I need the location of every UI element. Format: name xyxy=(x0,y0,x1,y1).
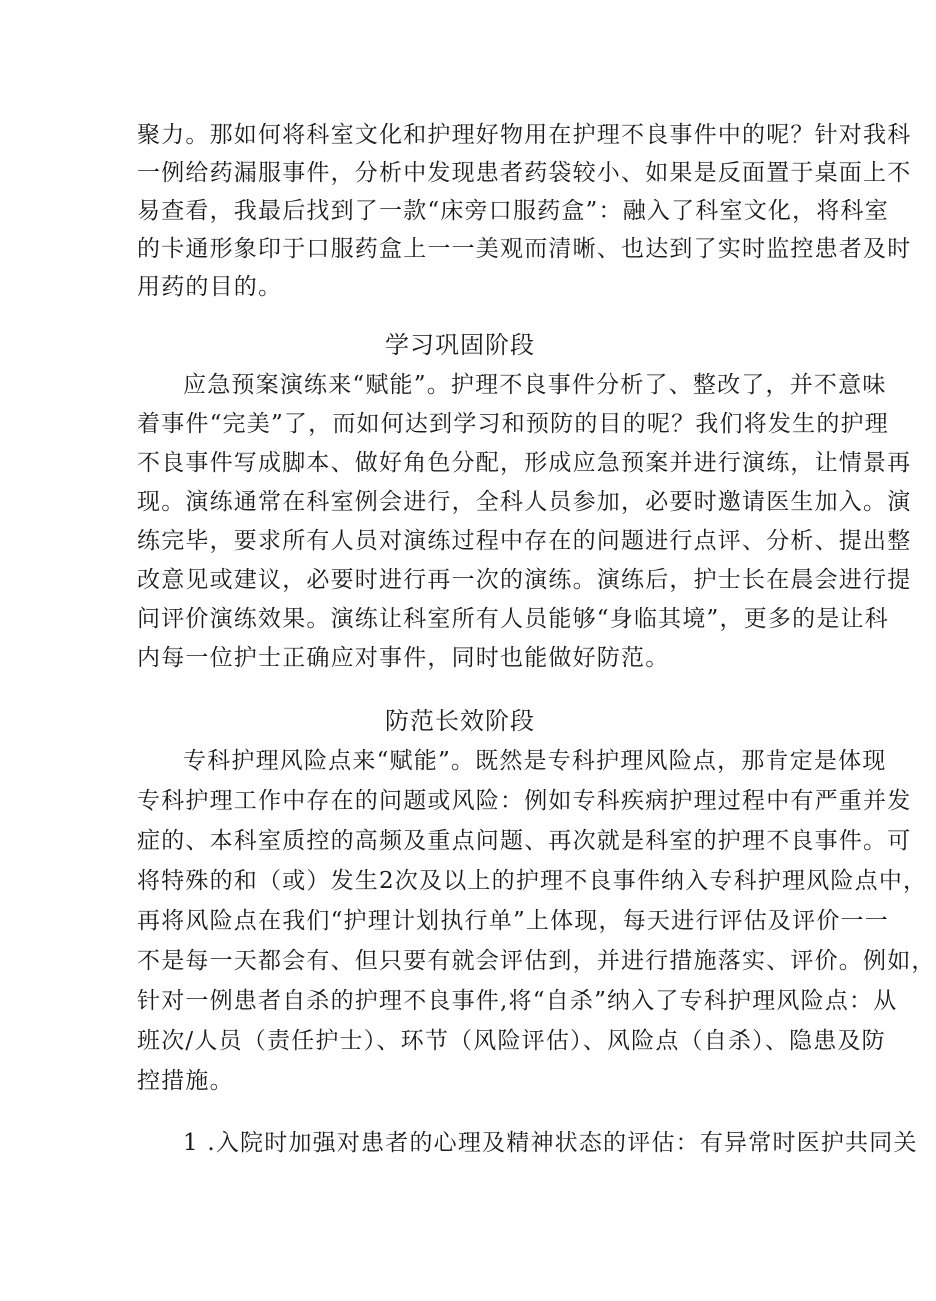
paragraph-line: 聚力。那如何将科室文化和护理好物用在护理不良事件中的呢？针对我科 xyxy=(137,122,912,148)
paragraph-line: 练完毕，要求所有人员对演练过程中存在的问题进行点评、分析、提出整 xyxy=(137,528,912,554)
paragraph-line: 现。演练通常在科室例会进行，全科人员参加，必要时邀请医生加入。演 xyxy=(137,489,912,515)
paragraph-line: 不是每一天都会有、但只要有就会评估到，并进行措施落实、评价。例如， xyxy=(137,948,936,974)
paragraph-line: 易查看，我最后找到了一款“床旁口服药盒”：融入了科室文化，将科室 xyxy=(137,198,889,224)
paragraph-line: 专科护理工作中存在的问题或风险：例如专科疾病护理过程中有严重并发 xyxy=(137,788,912,814)
list-item: 1 .入院时加强对患者的心理及精神状态的评估：有异常时医护共同关 xyxy=(183,1130,918,1156)
paragraph-line: 改意见或建议，必要时进行再一次的演练。演练后，护士长在晨会进行提 xyxy=(137,567,912,593)
paragraph-line: 的卡通形象印于口服药盒上一一美观而清晰、也达到了实时监控患者及时 xyxy=(137,236,912,262)
paragraph-line: 一例给药漏服事件，分析中发现患者药袋较小、如果是反面置于桌面上不 xyxy=(137,160,912,186)
paragraph-line: 班次/人员（责任护士）、环节（风险评估）、风险点（自杀）、隐患及防 xyxy=(137,1028,886,1054)
paragraph-line: 不良事件写成脚本、做好角色分配，形成应急预案并进行演练，让情景再 xyxy=(137,450,912,476)
paragraph-line: 用药的目的。 xyxy=(137,274,283,300)
section-heading-study: 学习巩固阶段 xyxy=(385,331,535,359)
paragraph-line: 问评价演练效果。演练让科室所有人员能够“身临其境”，更多的是让科 xyxy=(137,606,889,632)
paragraph-line: 专科护理风险点来“赋能”。既然是专科护理风险点，那肯定是体现 xyxy=(183,748,887,774)
paragraph-line: 着事件“完美”了，而如何达到学习和预防的目的呢？我们将发生的护理 xyxy=(137,411,889,437)
section-heading-prevention: 防范长效阶段 xyxy=(385,707,535,735)
paragraph-line: 再将风险点在我们“护理计划执行单”上体现，每天进行评估及评价一一 xyxy=(137,908,889,934)
paragraph-line: 应急预案演练来“赋能”。护理不良事件分析了、整改了，并不意味 xyxy=(183,372,887,398)
paragraph-line: 内每一位护士正确应对事件，同时也能做好防范。 xyxy=(137,645,670,671)
paragraph-line: 将特殊的和（或）发生2次及以上的护理不良事件纳入专科护理风险点中， xyxy=(137,868,928,894)
paragraph-line: 症的、本科室质控的高频及重点问题、再次就是科室的护理不良事件。可 xyxy=(137,828,912,854)
paragraph-line: 针对一例患者自杀的护理不良事件,将“自杀”纳入了专科护理风险点：从 xyxy=(137,988,898,1014)
paragraph-line: 控措施。 xyxy=(137,1068,234,1094)
